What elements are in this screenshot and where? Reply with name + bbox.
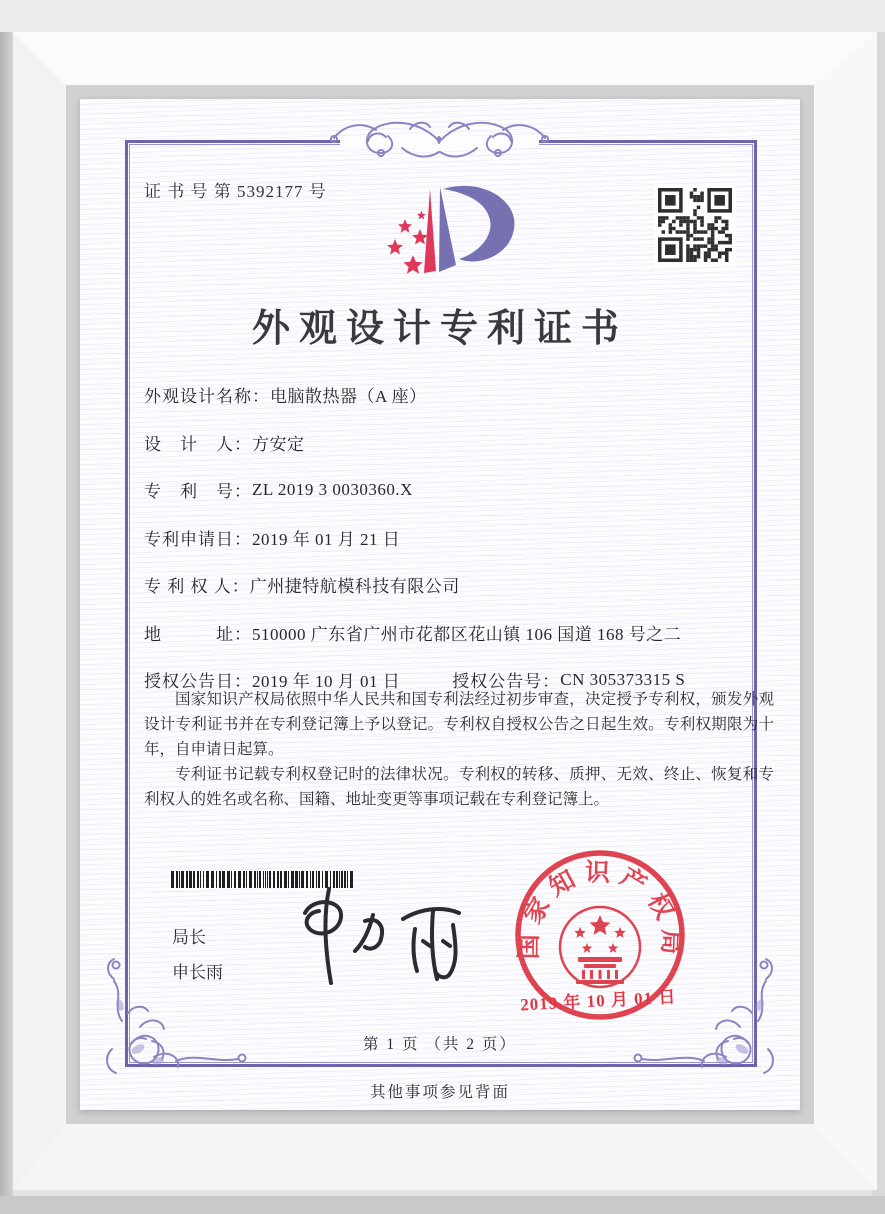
field-label: 专利申请日：	[144, 529, 252, 549]
field-value: 2019 年 01 月 21 日	[252, 529, 401, 549]
svg-text:国家知识产权局	[515, 858, 686, 962]
certificate-body-text	[144, 687, 774, 812]
seal-national-emblem-icon	[560, 907, 640, 987]
body-paragraph-2: 专利证书记载专利权登记时的法律状况。专利权的转移、质押、无效、终止、恢复和专利权人的姓名或名称、国籍、地址变更等事项记载在专利登记簿上。	[144, 766, 774, 808]
field-value: 方安定	[252, 434, 305, 454]
signer-block	[172, 920, 223, 990]
certificate-title: 外观设计专利证书	[251, 308, 628, 350]
signer-name: 申长雨	[172, 963, 223, 982]
field-label: 专 利 号：	[144, 482, 252, 502]
field-value: 广州捷特航模科技有限公司	[249, 577, 460, 597]
signature-handwriting-icon	[285, 883, 480, 988]
certificate-number: 证 书 号 第 5392177 号	[144, 182, 327, 201]
field-value: ZL 2019 3 0030360.X	[252, 479, 413, 499]
body-paragraph-1: 国家知识产权局依照中华人民共和国专利法经过初步审查，决定授予专利权，颁发外观设计专利证书并在专利登记簿上予以登记。专利权自授权公告之日起生效。专利权期限为十年，自申请日起算。	[144, 691, 774, 758]
field-design-name	[144, 371, 784, 419]
grant-number-value: CN 305373315 S	[560, 669, 686, 689]
seal-ring-text: 国家知识产权局	[515, 859, 685, 963]
field-label: 专 利 权 人：	[144, 577, 250, 597]
field-patentee	[144, 561, 784, 609]
field-designer	[144, 419, 784, 467]
field-patent-number	[144, 466, 784, 514]
field-list	[144, 371, 784, 704]
field-value: 电脑散热器（A 座）	[270, 387, 427, 407]
certificate-paper	[80, 99, 800, 1110]
field-label: 地 址：	[144, 624, 252, 644]
border-ornament-top-icon	[322, 103, 557, 169]
signer-title: 局长	[172, 928, 206, 947]
field-value: 2019 年 10 月 01 日	[252, 672, 401, 692]
back-note: 其他事项参见背面	[369, 1084, 510, 1101]
field-address	[144, 609, 784, 657]
field-label: 外观设计名称：	[144, 387, 270, 407]
seal-date: 2019 年 10 月 01 日	[519, 987, 677, 1015]
field-label: 授权公告日：	[144, 672, 252, 692]
page-info: 第 1 页 （共 2 页）	[363, 1036, 517, 1053]
qr-code	[654, 184, 736, 266]
grant-number-label: 授权公告号：	[452, 672, 561, 692]
cnipa-logo-icon	[383, 169, 522, 293]
field-label: 设 计 人：	[144, 434, 252, 454]
field-value: 510000 广东省广州市花都区花山镇 106 国道 168 号之二	[252, 624, 682, 644]
field-filing-date	[144, 514, 784, 562]
